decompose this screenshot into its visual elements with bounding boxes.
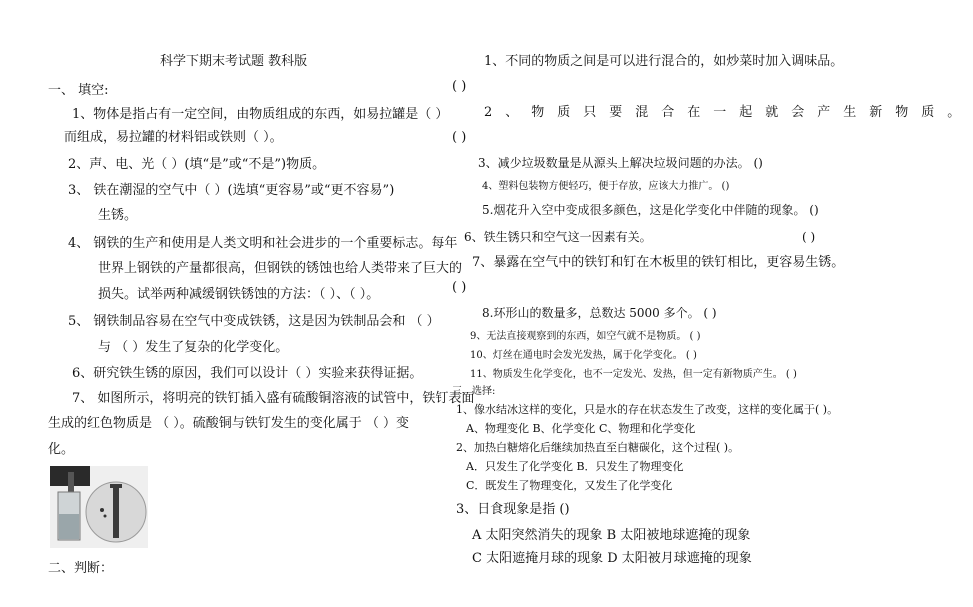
judgement-6: 6、铁生锈只和空气这一因素有关。	[464, 230, 652, 244]
question-2: 2、声、电、光（ ）(填“是”或“不是”)物质。	[68, 157, 326, 172]
judgement-1-line-1: 1、不同的物质之间是可以进行混合的，如炒菜时加入调味品。	[484, 54, 844, 69]
judgement-4: 4、塑料包装物方便轻巧，便于存放，应该大力推广。 ()	[482, 181, 730, 192]
question-7-line-3: 化。	[48, 442, 75, 457]
judgement-1-bracket: ( )	[452, 79, 467, 94]
judgement-8: 8.环形山的数量多，总数达 5000 多个。 ( )	[482, 306, 717, 320]
choice-2: 2、加热白糖熔化后继续加热直至白糖碳化，这个过程( )。	[456, 441, 740, 454]
choice-1-options: A、物理变化 B、化学变化 C、物理和化学变化	[466, 422, 696, 435]
question-3-line-1: 3、 铁在潮湿的空气中（ ）(选填“更容易”或“更不容易”)	[68, 183, 395, 198]
question-4-line-2: 世界上钢铁的产量都很高，但钢铁的锈蚀也给人类带来了巨大的	[98, 261, 463, 276]
question-5-line-2: 与 （ ）发生了复杂的化学变化。	[98, 340, 289, 355]
section-choice-heading: 三、选择:	[452, 386, 496, 397]
choice-3-options-ab: A 太阳突然消失的现象 B 太阳被地球遮掩的现象	[472, 528, 751, 543]
judgement-6-bracket: ( )	[802, 230, 816, 244]
choice-1: 1、像水结冰这样的变化，只是水的存在状态发生了改变，这样的变化属于( )。	[456, 403, 839, 416]
judgement-9: 9、无法直接观察到的东西，如空气就不是物质。 ( )	[470, 331, 701, 342]
question-1-line-2: 而组成，易拉罐的材料铝或铁则（ ）。	[64, 130, 283, 145]
question-7-line-1: 7、 如图所示，将明亮的铁钉插入盛有硫酸铜溶液的试管中，铁钉表面	[72, 391, 475, 406]
choice-3: 3、日食现象是指 ()	[456, 502, 570, 517]
question-1-line-1: 1、物体是指占有一定空间，由物质组成的东西，如易拉罐是（ ）	[72, 107, 449, 122]
judgement-5: 5.烟花升入空中变成很多颜色，这是化学变化中伴随的现象。 ()	[482, 203, 819, 217]
judgement-11: 11、物质发生化学变化，也不一定发光、发热，但一定有新物质产生。 ( )	[470, 369, 797, 380]
question-4-line-3: 损失。试举两种减缓钢铁锈蚀的方法：（ ）、（ ）。	[98, 287, 380, 302]
judgement-2-line-1: 2、物质只要混合在一起就会产生新物质。	[484, 105, 973, 120]
page-title: 科学下期末考试题 教科版	[160, 54, 308, 69]
question-7-line-2: 生成的红色物质是 （ ）。硫酸铜与铁钉发生的变化属于 （ ）变	[48, 416, 410, 431]
question-3-line-2: 生锈。	[98, 208, 138, 223]
section-judgement-heading: 二、判断：	[48, 561, 114, 576]
choice-2-options-ab: A．只发生了化学变化 B．只发生了物理变化	[466, 460, 684, 473]
question-4-line-1: 4、 钢铁的生产和使用是人类文明和社会进步的一个重要标志。每年	[68, 236, 458, 251]
judgement-7-bracket: ( )	[452, 280, 467, 295]
judgement-3: 3、减少垃圾数量是从源头上解决垃圾问题的办法。 ()	[478, 156, 763, 170]
section-fill-blank-heading: 一、 填空:	[48, 83, 109, 98]
judgement-10: 10、灯丝在通电时会发光发热，属于化学变化。 ( )	[470, 350, 697, 361]
choice-3-options-cd: C 太阳遮掩月球的现象 D 太阳被月球遮掩的现象	[472, 551, 752, 566]
test-tube-nail-figure	[50, 466, 148, 548]
question-5-line-1: 5、 钢铁制品容易在空气中变成铁锈，这是因为铁制品会和 （ ）	[68, 314, 440, 329]
judgement-7-line-1: 7、暴露在空气中的铁钉和钉在木板里的铁钉相比，更容易生锈。	[472, 255, 845, 270]
choice-2-option-c: C．既发生了物理变化，又发生了化学变化	[466, 479, 673, 492]
judgement-2-bracket: ( )	[452, 130, 467, 145]
question-6: 6、研究铁生锈的原因，我们可以设计（ ）实验来获得证据。	[72, 366, 423, 381]
